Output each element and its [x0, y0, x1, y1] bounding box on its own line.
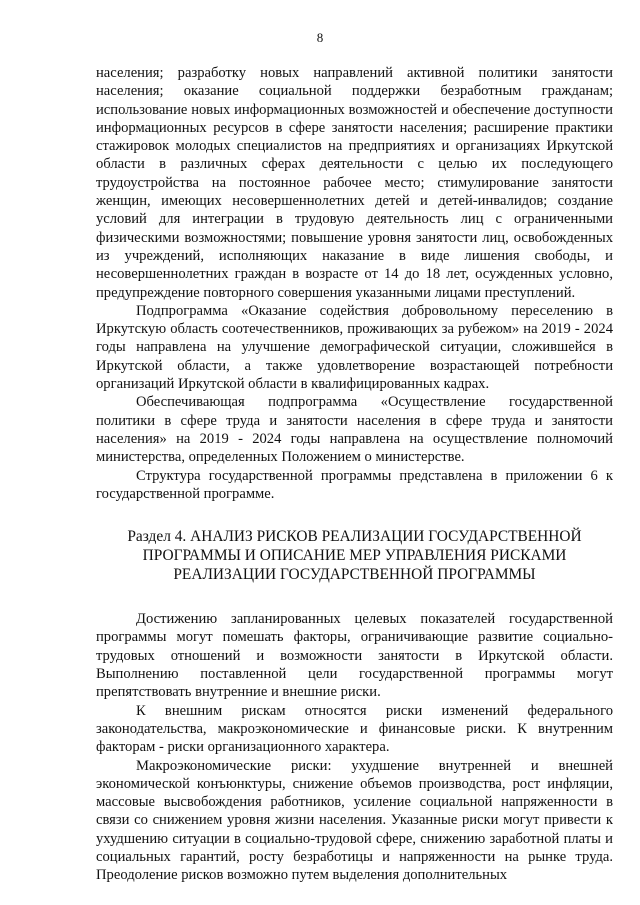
section-title: Раздел 4. АНАЛИЗ РИСКОВ РЕАЛИЗАЦИИ ГОСУДАРСТВЕННОЙ ПРОГРАММЫ И ОПИСАНИЕ МЕР УПРАВЛЕНИЯ РИСКАМИ РЕАЛИЗАЦИИ ГОСУДАРСТВЕННОЙ ПРОГРАММЫ: [127, 528, 582, 584]
paragraph-macroeconomic-risks: Макроэкономические риски: ухудшение внутренней и внешней экономической конъюнктуры, снижение объемов производства, рост инфляции, массовые высвобождения работников, усиление социальной напряженности в связи со снижением уровня жизни населения. Указанные риски могут привести к ухудшению ситуации в социально-трудовой сфере, снижению заработной платы и социальных гарантий, росту безработицы и напряженности на рынке труда. Преодоление рисков возможно путем выделения дополнительных: [96, 757, 613, 884]
paragraph-risk-factors: Достижению запланированных целевых показателей государственной программы могут помешать факторы, ограничивающие развитие социально-трудовых отношений и возможности занятости в Иркутской области. Выполнению поставленной цели государственной программы могут препятствовать внутренние и внешние риски.: [96, 611, 613, 701]
paragraph-external-risks: К внешним рискам относятся риски изменений федерального законодательства, макроэкономические и финансовые риски. К внутренним факторам - риски организационного характера.: [96, 702, 613, 756]
page-number: 8: [316, 30, 324, 45]
paragraph-supporting-subprogram: Обеспечивающая подпрограмма «Осуществление государственной политики в сфере труда и занятости населения в сфере труда и занятости населения» на 2019 - 2024 годы направлена на осуществление полномочий министерства, определенных Положением о министерстве.: [96, 394, 613, 466]
paragraph-employment-measures: населения; разработку новых направлений активной политики занятости населения; оказание социальной поддержки безработным гражданам; использование новых информационных возможностей и обеспечение доступности информационных ресурсов в сфере занятости населения; расширение практики стажировок молодых специалистов на предприятиях и организациях Иркутской области в различных сферах деятельности с целью их последующего трудоустройства на постоянное рабочее место; стимулирование занятости женщин, имеющих несовершеннолетних детей и детей-инвалидов; создание условий для интеграции в трудовую деятельность лиц с ограниченными физическими возможностями; повышение уровня занятости лиц, освобожденных из учреждений, исполняющих наказание в виде лишения свободы, и несовершеннолетних граждан в возрасте от 14 до 18 лет, осужденных условно, предупреждение повторного совершения указанными лицами преступлений.: [96, 65, 613, 301]
paragraph-resettlement-subprogram: Подпрограмма «Оказание содействия добровольному переселению в Иркутскую область соотечественников, проживающих за рубежом» на 2019 - 2024 годы направлена на улучшение демографической ситуации, сложившейся в Иркутской области, а также удовлетворение возрастающей потребности организаций Иркутской области в квалифицированных кадрах.: [96, 302, 613, 393]
document-body: [96, 64, 613, 885]
paragraph-program-structure: Структура государственной программы представлена в приложении 6 к государственной программе.: [96, 467, 613, 502]
